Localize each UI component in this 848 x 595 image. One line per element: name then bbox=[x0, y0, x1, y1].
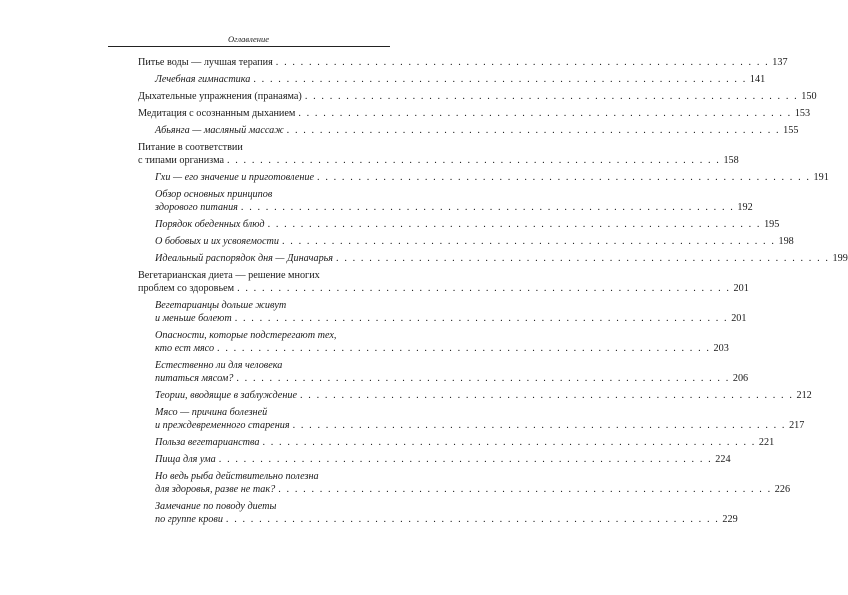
toc-entry-title: и преждевременного старения bbox=[155, 420, 290, 431]
toc-entry-row bbox=[155, 235, 794, 248]
page-number: 199 bbox=[832, 253, 848, 264]
toc-entry[interactable] bbox=[138, 359, 749, 385]
toc-entry[interactable] bbox=[138, 107, 811, 120]
toc-entry-row bbox=[155, 73, 766, 86]
toc-entry-row bbox=[138, 154, 739, 167]
toc-entry-title: Порядок обеденных блюд bbox=[155, 219, 265, 230]
toc-entry-row bbox=[155, 124, 799, 137]
toc-entry-title: с типами организма bbox=[138, 155, 224, 166]
toc-entry[interactable] bbox=[138, 124, 799, 137]
toc-entry-title: здорового питания bbox=[155, 202, 238, 213]
dot-leader: . . . . . . . . . . . . . . . . . . . . . . . . . . . . . . . . . . . . . . . . . . . . . . . . . . . . . . . . . . . . bbox=[300, 390, 794, 401]
page-number: 212 bbox=[796, 390, 812, 401]
running-header: Оглавление bbox=[227, 34, 270, 44]
dot-leader: . . . . . . . . . . . . . . . . . . . . . . . . . . . . . . . . . . . . . . . . . . . . . . . . . . . . . . . . . . . . bbox=[286, 125, 781, 136]
page-number: 201 bbox=[731, 313, 747, 324]
dot-leader: . . . . . . . . . . . . . . . . . . . . . . . . . . . . . . . . . . . . . . . . . . . . . . . . . . . . . . . . . . . . bbox=[282, 236, 776, 247]
dot-leader: . . . . . . . . . . . . . . . . . . . . . . . . . . . . . . . . . . . . . . . . . . . . . . . . . . . . . . . . . . . . bbox=[218, 454, 713, 465]
dot-leader: . . . . . . . . . . . . . . . . . . . . . . . . . . . . . . . . . . . . . . . . . . . . . . . . . . . . . . . . . . . . bbox=[217, 343, 711, 354]
toc-entry[interactable] bbox=[138, 470, 791, 496]
dot-leader: . . . . . . . . . . . . . . . . . . . . . . . . . . . . . . . . . . . . . . . . . . . . . . . . . . . . . . . . . . . . bbox=[240, 202, 735, 213]
toc-entry-title-line: Опасности, которые подстерегают тех, bbox=[155, 330, 337, 341]
page-number: 226 bbox=[774, 484, 791, 495]
toc-entry-title-line: Естественно ли для человека bbox=[155, 360, 283, 371]
toc-entry[interactable] bbox=[138, 406, 805, 432]
toc-entry-row bbox=[155, 201, 753, 214]
toc-entry-row bbox=[155, 419, 805, 432]
toc-entry-title: Медитация с осознанным дыханием bbox=[138, 108, 296, 119]
dot-leader: . . . . . . . . . . . . . . . . . . . . . . . . . . . . . . . . . . . . . . . . . . . . . . . . . . . . . . . . . . . . bbox=[237, 283, 731, 294]
dot-leader: . . . . . . . . . . . . . . . . . . . . . . . . . . . . . . . . . . . . . . . . . . . . . . . . . . . . . . . . . . . . bbox=[262, 437, 756, 448]
toc-entry-title: и меньше болеют bbox=[155, 313, 232, 324]
toc-entry-row bbox=[155, 312, 747, 325]
toc-entry-title: Дыхательные упражнения (пранаяма) bbox=[138, 91, 302, 102]
toc-entry-row bbox=[155, 342, 729, 355]
toc-entry-title-line: Но ведь рыба действительно полезна bbox=[155, 471, 319, 482]
toc-entry-row bbox=[155, 436, 775, 449]
toc-entry-title-line: Вегетарианцы дольше живут bbox=[155, 300, 287, 311]
page-number: 155 bbox=[783, 125, 799, 136]
dot-leader: . . . . . . . . . . . . . . . . . . . . . . . . . . . . . . . . . . . . . . . . . . . . . . . . . . . . . . . . . . . . bbox=[253, 74, 747, 85]
toc-entry-title: Пища для ума bbox=[155, 454, 216, 465]
toc-entry[interactable] bbox=[138, 56, 788, 69]
header-rule bbox=[108, 46, 390, 47]
page-number: 221 bbox=[758, 437, 775, 448]
toc-entry-title: по группе крови bbox=[155, 514, 223, 525]
toc-entry-row bbox=[138, 90, 817, 103]
page-number: 191 bbox=[813, 172, 829, 183]
toc-entry[interactable] bbox=[138, 141, 739, 167]
page-number: 224 bbox=[715, 454, 731, 465]
toc-entry-row bbox=[155, 171, 829, 184]
toc-entry-title: Лечебная гимнастика bbox=[155, 74, 251, 85]
toc-entry-title-line: Мясо — причина болезней bbox=[155, 407, 268, 418]
toc-entry-row bbox=[138, 107, 811, 120]
toc-entry[interactable] bbox=[138, 269, 749, 295]
dot-leader: . . . . . . . . . . . . . . . . . . . . . . . . . . . . . . . . . . . . . . . . . . . . . . . . . . . . . . . . . . . . bbox=[292, 420, 787, 431]
toc-entry-row bbox=[155, 513, 738, 526]
toc-entry[interactable] bbox=[138, 73, 766, 86]
toc-entry-title: Абьянга — масляный массаж bbox=[155, 125, 284, 136]
page-number: 141 bbox=[749, 74, 766, 85]
toc-entry-title-line: Вегетарианская диета — решение многих bbox=[138, 270, 320, 281]
toc-entry-title: кто ест мясо bbox=[155, 343, 215, 354]
dot-leader: . . . . . . . . . . . . . . . . . . . . . . . . . . . . . . . . . . . . . . . . . . . . . . . . . . . . . . . . . . . . bbox=[275, 57, 770, 68]
page-number: 203 bbox=[713, 343, 729, 354]
dot-leader: . . . . . . . . . . . . . . . . . . . . . . . . . . . . . . . . . . . . . . . . . . . . . . . . . . . . . . . . . . . . bbox=[304, 91, 799, 102]
table-of-contents bbox=[138, 56, 848, 526]
page-number: 195 bbox=[764, 219, 780, 230]
dot-leader: . . . . . . . . . . . . . . . . . . . . . . . . . . . . . . . . . . . . . . . . . . . . . . . . . . . . . . . . . . . . bbox=[267, 219, 762, 230]
dot-leader: . . . . . . . . . . . . . . . . . . . . . . . . . . . . . . . . . . . . . . . . . . . . . . . . . . . . . . . . . . . . bbox=[278, 484, 772, 495]
toc-entry[interactable] bbox=[138, 500, 738, 526]
toc-entry-row bbox=[155, 372, 749, 385]
toc-entry-row bbox=[155, 453, 731, 466]
toc-entry[interactable] bbox=[138, 90, 817, 103]
toc-entry[interactable] bbox=[138, 218, 780, 231]
toc-entry-row bbox=[138, 282, 749, 295]
toc-entry[interactable] bbox=[138, 329, 729, 355]
toc-entry-title: проблем со здоровьем bbox=[138, 283, 235, 294]
dot-leader: . . . . . . . . . . . . . . . . . . . . . . . . . . . . . . . . . . . . . . . . . . . . . . . . . . . . . . . . . . . . bbox=[225, 514, 720, 525]
toc-entry-title: Идеальный распорядок дня — Диначарья bbox=[155, 253, 334, 264]
toc-entry[interactable] bbox=[138, 235, 794, 248]
page-number: 217 bbox=[789, 420, 805, 431]
toc-entry[interactable] bbox=[138, 389, 812, 402]
toc-entry[interactable] bbox=[138, 299, 747, 325]
toc-entry-title: Польза вегетарианства bbox=[155, 437, 260, 448]
toc-entry-title: для здоровья, разве не так? bbox=[155, 484, 276, 495]
page-number: 150 bbox=[801, 91, 817, 102]
toc-entry-title-line: Обзор основных принципов bbox=[155, 189, 273, 200]
toc-entry-title: Питье воды — лучшая терапия bbox=[138, 57, 273, 68]
toc-entry[interactable] bbox=[138, 436, 775, 449]
dot-leader: . . . . . . . . . . . . . . . . . . . . . . . . . . . . . . . . . . . . . . . . . . . . . . . . . . . . . . . . . . . . bbox=[236, 373, 730, 384]
page-number: 137 bbox=[772, 57, 788, 68]
toc-entry[interactable] bbox=[138, 188, 753, 214]
toc-entry[interactable] bbox=[138, 453, 731, 466]
toc-entry-row bbox=[155, 483, 791, 496]
toc-entry[interactable] bbox=[138, 171, 829, 184]
page-number: 198 bbox=[778, 236, 794, 247]
toc-entry-title-line: Питание в соответствии bbox=[138, 142, 243, 153]
page-number: 192 bbox=[737, 202, 753, 213]
page-number: 153 bbox=[794, 108, 811, 119]
dot-leader: . . . . . . . . . . . . . . . . . . . . . . . . . . . . . . . . . . . . . . . . . . . . . . . . . . . . . . . . . . . . bbox=[234, 313, 729, 324]
toc-entry-title: О бобовых и их усвояемости bbox=[155, 236, 279, 247]
toc-entry-title: питаться мясом? bbox=[155, 373, 234, 384]
toc-entry-row bbox=[138, 56, 788, 69]
toc-entry-row bbox=[155, 252, 848, 265]
page-number: 158 bbox=[723, 155, 739, 166]
page-number: 229 bbox=[722, 514, 738, 525]
dot-leader: . . . . . . . . . . . . . . . . . . . . . . . . . . . . . . . . . . . . . . . . . . . . . . . . . . . . . . . . . . . . bbox=[298, 108, 792, 119]
dot-leader: . . . . . . . . . . . . . . . . . . . . . . . . . . . . . . . . . . . . . . . . . . . . . . . . . . . . . . . . . . . . bbox=[336, 253, 830, 264]
toc-entry[interactable] bbox=[138, 252, 848, 265]
page-number: 201 bbox=[733, 283, 749, 294]
toc-entry-title-line: Замечание по поводу диеты bbox=[155, 501, 277, 512]
toc-entry-title: Гхи — его значение и приготовление bbox=[155, 172, 315, 183]
dot-leader: . . . . . . . . . . . . . . . . . . . . . . . . . . . . . . . . . . . . . . . . . . . . . . . . . . . . . . . . . . . . bbox=[226, 155, 721, 166]
toc-entry-title: Теории, вводящие в заблуждение bbox=[155, 390, 297, 401]
toc-entry-row bbox=[155, 218, 780, 231]
page-number: 206 bbox=[732, 373, 749, 384]
dot-leader: . . . . . . . . . . . . . . . . . . . . . . . . . . . . . . . . . . . . . . . . . . . . . . . . . . . . . . . . . . . . bbox=[317, 172, 811, 183]
toc-entry-row bbox=[155, 389, 812, 402]
